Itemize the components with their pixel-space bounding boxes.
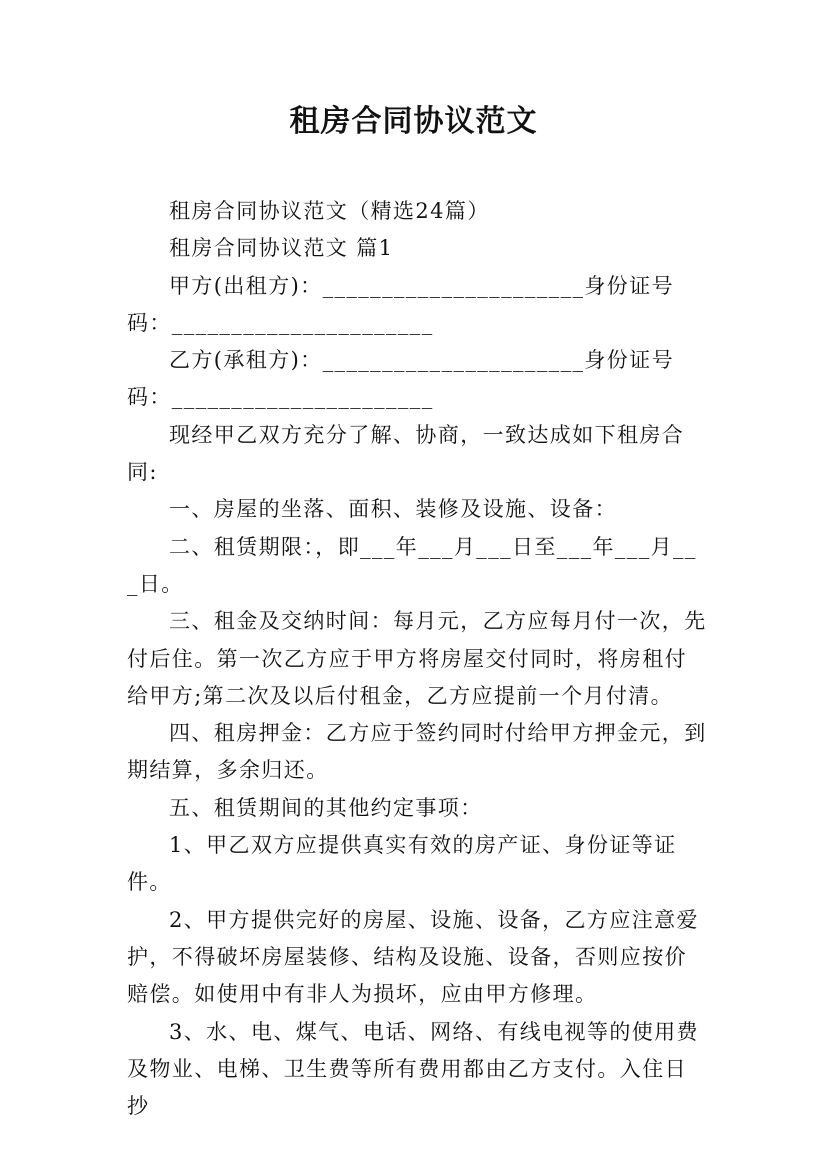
paragraph-clause-1: 一、房屋的坐落、面积、装修及设施、设备： bbox=[169, 497, 617, 522]
paragraph-intro: 现经甲乙双方充分了解、协商，一致达成如下租房合同: bbox=[127, 422, 685, 485]
document-body bbox=[127, 193, 707, 1125]
paragraph-subtitle: 租房合同协议范文（精选24篇） bbox=[169, 199, 490, 223]
document-title: 租房合同协议范文 bbox=[289, 104, 538, 139]
paragraph-clause-5: 五、租赁期间的其他约定事项： bbox=[169, 795, 483, 820]
paragraph-clause-3: 三、租金及交纳时间：每月元，乙方应每月付一次，先付后住。第一次乙方应于甲方将房屋交付同时，将房租付给甲方;第二次及以后付租金，乙方应提前一个月付清。 bbox=[127, 609, 707, 708]
paragraph-clause-4: 四、租房押金：乙方应于签约同时付给甲方押金元，到期结算，多余归还。 bbox=[127, 721, 707, 783]
paragraph-clause-2: 二、租赁期限：，即___年___月___日至___年___月___日。 bbox=[127, 534, 697, 596]
paragraph-party-b: 乙方(承租方)：______________________身份证号码：______________________ bbox=[127, 348, 674, 410]
paragraph-section-heading: 租房合同协议范文 篇1 bbox=[169, 236, 394, 261]
paragraph-party-a: 甲方(出租方)：______________________身份证号码：______________________ bbox=[127, 273, 674, 335]
paragraph-item-3: 3、水、电、煤气、电话、网络、有线电视等的使用费及物业、电梯、卫生费等所有费用都由乙方支付。入住日抄 bbox=[127, 1019, 699, 1119]
paragraph-item-2: 2、甲方提供完好的房屋、设施、设备，乙方应注意爱护，不得破坏房屋装修、结构及设施、设备，否则应按价赔偿。如使用中有非人为损坏，应由甲方修理。 bbox=[127, 907, 699, 1007]
paragraph-item-1: 1、甲乙双方应提供真实有效的房产证、身份证等证件。 bbox=[127, 833, 677, 895]
